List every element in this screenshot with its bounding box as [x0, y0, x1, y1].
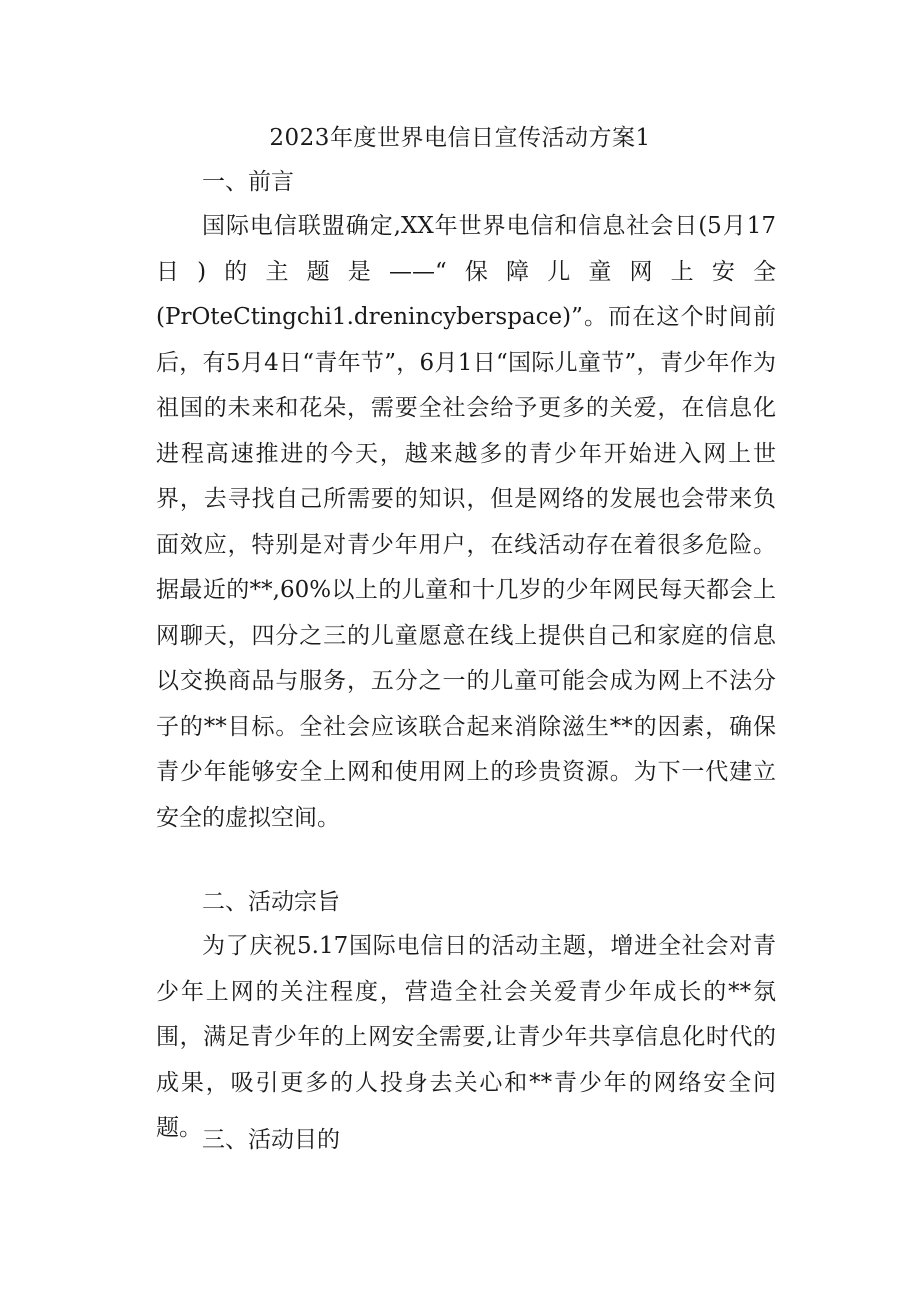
section-heading-goals: 三、活动目的	[202, 1127, 340, 1153]
section-paragraph-preface: 国际电信联盟确定,XX年世界电信和信息社会日(5月17日)的主题是——“保障儿童网上安全(PrOteCtingchi1.drenincyberspace)”。而在这个时间前后，有5月4日“青年节”，6月1日“国际儿童节”，青少年作为祖国的未来和花朵，需要全社会给予更多的关爱，在信息化进程高速推进的今天，越来越多的青少年开始进入网上世界，去寻找自己所需要的知识，但是网络的发展也会带来负面效应，特别是对青少年用户，在线活动存在着很多危险。据最近的**,60%以上的儿童和十几岁的少年网民每天都会上网聊天，四分之三的儿童愿意在线上提供自己和家庭的信息以交换商品与服务，五分之一的儿童可能会成为网上不法分子的**目标。全社会应该联合起来消除滋生**的因素，确保青少年能够安全上网和使用网上的珍贵资源。为下一代建立安全的虚拟空间。	[156, 213, 776, 831]
section-heading-purpose: 二、活动宗旨	[202, 889, 340, 915]
section-heading-preface: 一、前言	[202, 169, 294, 195]
section-paragraph-purpose: 为了庆祝5.17国际电信日的活动主题，增进全社会对青少年上网的关注程度，营造全社会关爱青少年成长的**氛围，满足青少年的上网安全需要,让青少年共享信息化时代的成果，吸引更多的人投身去关心和**青少年的网络安全问题。	[156, 933, 776, 1141]
document-title: 2023年度世界电信日宣传活动方案1	[269, 125, 651, 151]
